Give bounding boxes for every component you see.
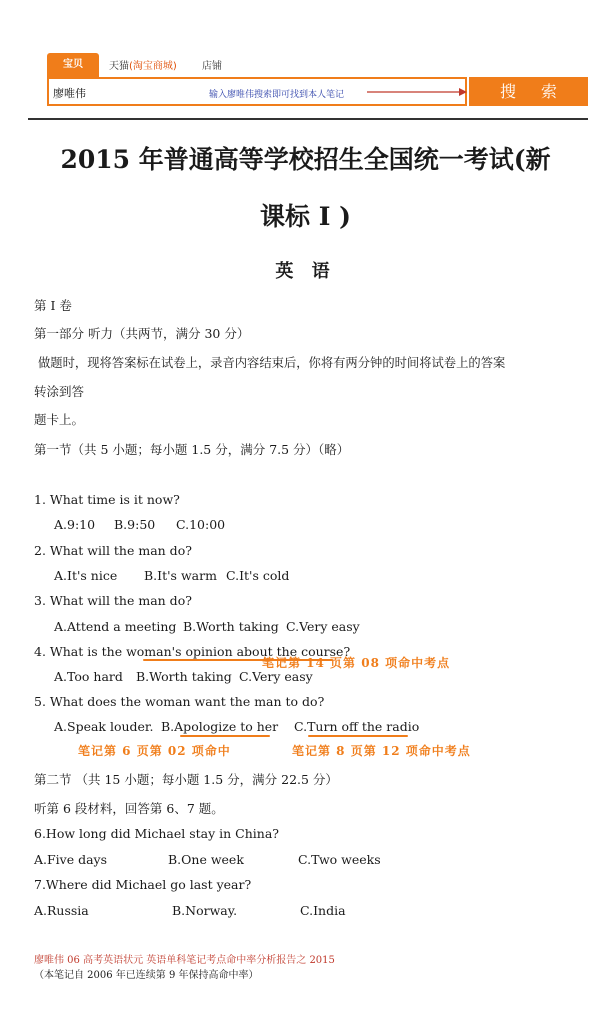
footer-line1: 廖唯伟 06 高考英语状元 英语单科笔记考点命中率分析报告之 2015 <box>34 955 335 966</box>
tab-tmall-paren: (淘宝商城) <box>129 61 177 72</box>
q7-option-c: C.India <box>300 903 346 918</box>
q7-option-a: A.Russia <box>34 903 89 918</box>
exam-title-line1: 2015 年普通高等学校招生全国统一考试(新 <box>60 145 551 174</box>
part1-heading: 第一部分 听力（共两节，满分 30 分） <box>34 326 250 341</box>
section2-heading: 第二节 （共 15 小题；每小题 1.5 分，满分 22.5 分） <box>34 772 338 787</box>
q5b-note: 笔记第 6 页第 02 项命中 <box>78 744 231 758</box>
question-1: 1. What time is it now? <box>34 492 180 507</box>
q6-option-c: C.Two weeks <box>298 852 381 867</box>
exam-title-line2: 课标 I ) <box>260 202 351 231</box>
q5-option-c: C.Turn off the radio <box>294 719 420 734</box>
search-input-value: 廖唯伟 <box>53 87 86 100</box>
tab-shop[interactable]: 店铺 <box>202 61 222 72</box>
tab-tmall[interactable] <box>109 57 177 72</box>
question-2: 2. What will the man do? <box>34 543 192 558</box>
arrow-right-icon <box>367 85 467 99</box>
search-tabs <box>47 53 588 77</box>
q2-option-b: B.It's warm <box>144 568 217 583</box>
search-banner <box>47 53 588 107</box>
juan-label: 第 I 卷 <box>34 298 72 313</box>
q3-option-c: C.Very easy <box>286 619 360 634</box>
section2-instruction: 听第 6 段材料，回答第 6、7 题。 <box>34 801 224 816</box>
search-hint: 输入廖唯伟搜索即可找到本人笔记 <box>209 90 345 100</box>
footer-line2: （本笔记自 2006 年已连续第 9 年保持高命中率） <box>34 970 259 981</box>
q6-option-a: A.Five days <box>34 852 108 867</box>
q6-option-b: B.One week <box>168 852 244 867</box>
q5-option-a: A.Speak louder. <box>54 719 154 734</box>
question-5: 5. What does the woman want the man to do? <box>34 694 325 709</box>
q7-option-b: B.Norway. <box>172 903 238 918</box>
q2-option-c: C.It's cold <box>226 568 290 583</box>
question-3: 3. What will the man do? <box>34 593 192 608</box>
q5b-highlight-underline <box>180 735 270 737</box>
q3-option-a: A.Attend a meeting <box>54 619 177 634</box>
q3-option-b: B.Worth taking <box>183 619 279 634</box>
section1-heading: 第一节（共 5 小题；每小题 1.5 分，满分 7.5 分）（略） <box>34 442 350 457</box>
q4-note: 笔记第 14 页第 08 项命中考点 <box>262 656 451 670</box>
instruction-line2: 转涂到答 <box>34 384 85 399</box>
q1-option-c: C.10:00 <box>176 517 226 532</box>
search-input[interactable] <box>47 77 467 106</box>
q4-option-a: A.Too hard <box>54 669 123 684</box>
question-4: 4. What is the woman's opinion about the course? <box>34 644 351 659</box>
q1-option-b: B.9:50 <box>114 517 156 532</box>
q5c-note: 笔记第 8 页第 12 项命中考点 <box>292 744 471 758</box>
divider <box>28 118 588 120</box>
q1-option-a: A.9:10 <box>54 517 96 532</box>
q5-option-b: B.Apologize to her <box>161 719 279 734</box>
question-7: 7.Where did Michael go last year? <box>34 877 252 892</box>
search-button[interactable]: 搜 索 <box>469 77 588 106</box>
instruction-line3: 题卡上。 <box>34 412 85 427</box>
tab-tmall-label: 天猫 <box>109 61 129 72</box>
q4-option-c: C.Very easy <box>239 669 313 684</box>
q5c-highlight-underline <box>308 735 408 737</box>
question-6: 6.How long did Michael stay in China? <box>34 826 279 841</box>
instruction-line1: 做题时，现将答案标在试卷上，录音内容结束后，你将有两分钟的时间将试卷上的答案 <box>38 356 506 370</box>
subject-title: 英 语 <box>275 261 336 282</box>
q4-option-b: B.Worth taking <box>136 669 232 684</box>
q2-option-a: A.It's nice <box>54 568 118 583</box>
tab-baobei[interactable]: 宝贝 <box>47 53 99 77</box>
